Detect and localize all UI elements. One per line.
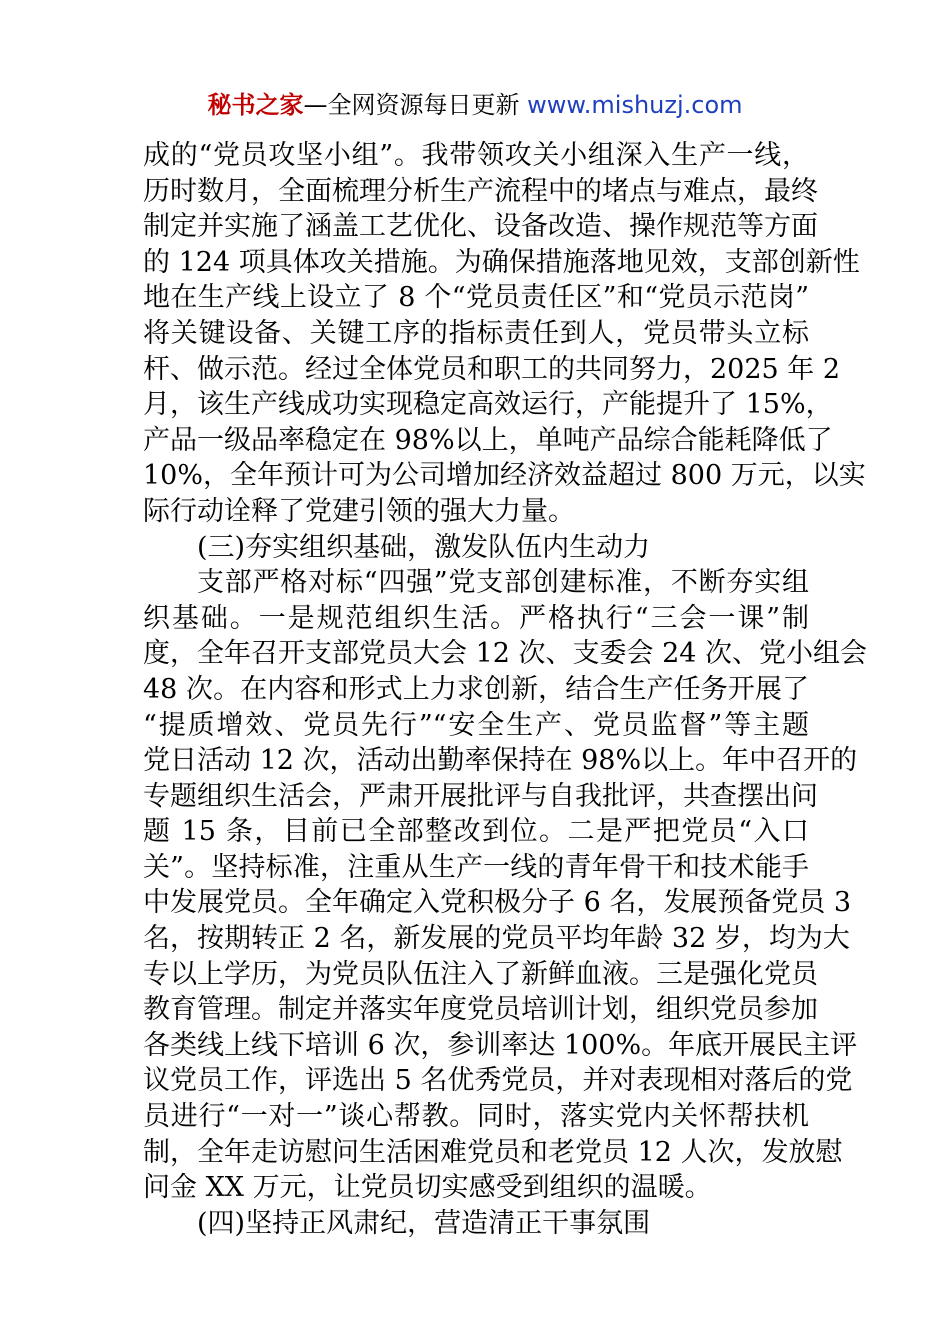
document-body [143, 138, 868, 1241]
page-header [0, 88, 950, 122]
text-line: 制，全年走访慰问生活困难党员和老党员 12 人次，发放慰 [143, 1136, 843, 1168]
text-line: 问金 XX 万元，让党员切实感受到组织的温暖。 [143, 1172, 712, 1204]
text-line: 的 124 项具体攻关措施。为确保措施落地见效，支部创新性 [143, 246, 860, 278]
paragraph-organization [143, 565, 868, 1206]
text-line: 地在生产线上设立了 8 个“党员责任区”和“党员示范岗” [143, 282, 809, 314]
text-line: 专以上学历，为党员队伍注入了新鲜血液。三是强化党员 [143, 958, 818, 990]
text-line: 名，按期转正 2 名，新发展的党员平均年龄 32 岁，均为大 [143, 923, 850, 955]
site-url-link[interactable]: www.mishuzj.com [527, 91, 743, 119]
text-line: 制定并实施了涵盖工艺优化、设备改造、操作规范等方面 [143, 211, 818, 243]
header-tagline: —全网资源每日更新 [303, 91, 528, 119]
text-line: 产品一级品率稳定在 98%以上，单吨产品综合能耗降低了 [143, 424, 833, 456]
text-line: 月，该生产线成功实现稳定高效运行，产能提升了 15%， [143, 389, 833, 421]
text-line: “提质增效、党员先行”“安全生产、党员监督”等主题 [143, 709, 809, 741]
text-line: 各类线上线下培训 6 次，参训率达 100%。年底开展民主评 [143, 1029, 858, 1061]
text-line: 中发展党员。全年确定入党积极分子 6 名，发展预备党员 3 [143, 887, 852, 919]
text-line: 10%，全年预计可为公司增加经济效益超过 800 万元，以实 [143, 460, 866, 492]
text-line: 专题组织生活会，严肃开展批评与自我批评，共查摆出问 [143, 780, 818, 812]
section-heading-4: (四)坚持正风肃纪，营造清正干事氛围 [197, 1207, 651, 1239]
text-line: 员进行“一对一”谈心帮教。同时，落实党内关怀帮扶机 [143, 1101, 809, 1133]
text-line: 织基础。一是规范组织生活。严格执行“三会一课”制 [143, 602, 809, 634]
text-line: 历时数月，全面梳理分析生产流程中的堵点与难点，最终 [143, 175, 818, 207]
text-line: 度，全年召开支部党员大会 12 次、支委会 24 次、党小组会 [143, 638, 868, 670]
text-line: 题 15 条，目前已全部整改到位。二是严把党员“入口 [143, 816, 809, 848]
paragraph-achievements [143, 138, 866, 530]
text-line: 支部严格对标“四强”党支部创建标准，不断夯实组 [197, 567, 809, 599]
text-line: 杆、做示范。经过全体党员和职工的共同努力，2025 年 2 [143, 353, 841, 385]
text-line: 际行动诠释了党建引领的强大力量。 [143, 495, 575, 527]
text-line: 教育管理。制定并落实年度党员培训计划，组织党员参加 [143, 994, 818, 1026]
text-line: 48 次。在内容和形式上力求创新，结合生产任务开展了 [143, 673, 809, 705]
text-line: 将关键设备、关键工序的指标责任到人，党员带头立标 [143, 317, 809, 349]
text-line: 成的“党员攻坚小组”。我带领攻关小组深入生产一线， [143, 140, 809, 171]
text-line: 关”。坚持标准，注重从生产一线的青年骨干和技术能手 [143, 851, 809, 883]
text-line: 党日活动 12 次，活动出勤率保持在 98%以上。年中召开的 [143, 745, 858, 777]
text-line: 议党员工作，评选出 5 名优秀党员，并对表现相对落后的党 [143, 1065, 853, 1097]
section-heading-3: (三)夯实组织基础，激发队伍内生动力 [197, 531, 651, 563]
brand-name: 秘书之家 [207, 91, 304, 119]
